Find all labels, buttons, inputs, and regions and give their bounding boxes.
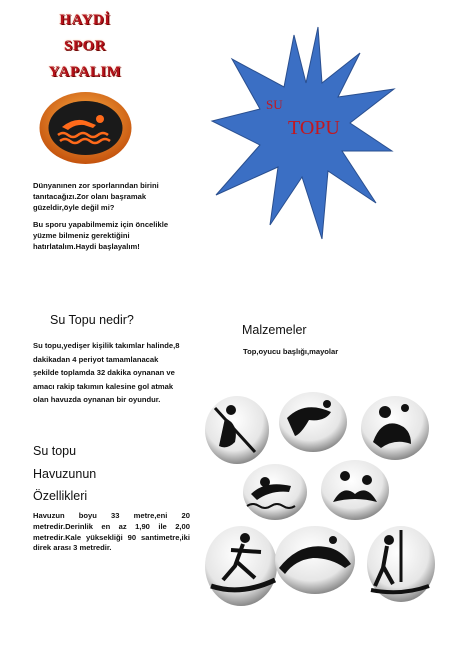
starburst-line-2: TOPU (288, 117, 340, 139)
swimmer-icon (38, 90, 133, 165)
pool-heading-line-3: Özellikleri (33, 489, 88, 503)
pool-heading-line-1: Su topu (33, 444, 77, 458)
surfer-icon (205, 526, 277, 606)
starburst-line-1: SU (266, 97, 283, 112)
materials-heading: Malzemeler (242, 323, 307, 337)
swimmer-icon (243, 464, 307, 520)
sport-icons-grid (205, 390, 453, 640)
swimmer-logo (38, 90, 133, 165)
windsurf-icon (367, 526, 435, 602)
diving-board-icon (275, 526, 355, 594)
synchronized-swimming-icon (321, 460, 389, 520)
title-line-2: SPOR (63, 38, 106, 54)
title-line-1: HAYDİ (59, 12, 111, 28)
diver-icon (279, 392, 347, 452)
what-is-body: Su topu,yedişer kişilik takımlar halinde,8 dakikadan 4 periyot tamamlanacak şekilde toplamda 32 dakika oynanan ve amacı rakip takımın kalesine gol atmak olan havuzda oynanan bir oyundur. (33, 341, 180, 405)
pool-heading-line-2: Havuzunun (33, 467, 97, 481)
title-line-3: YAPALIM (48, 64, 122, 80)
materials-body: Top,oyucu başlığı,mayolar (243, 347, 339, 356)
su-topu-starburst (210, 25, 396, 245)
pool-body: Havuzun boyu 33 metre,eni 20 metredir.Derinlik en az 1,90 ile 2,00 metredir.Kale yüksekliği 90 santimetre,iki direk arası 3 metredir. (33, 511, 190, 553)
intro-paragraph-2: Bu sporu yapabilmemiz için öncelikle yüzme bilmeniz gerektiğini hatırlatalım.Haydi başlayalım! (33, 220, 169, 251)
kayak-icon (205, 396, 269, 464)
what-is-heading: Su Topu nedir? (50, 313, 134, 327)
intro-paragraph-1: Dünyanınen zor sporlarından birini tanıtacağızı.Zor olanı başramak güzeldir,öyle değil mi? (33, 181, 159, 212)
water-polo-icon (361, 396, 429, 460)
